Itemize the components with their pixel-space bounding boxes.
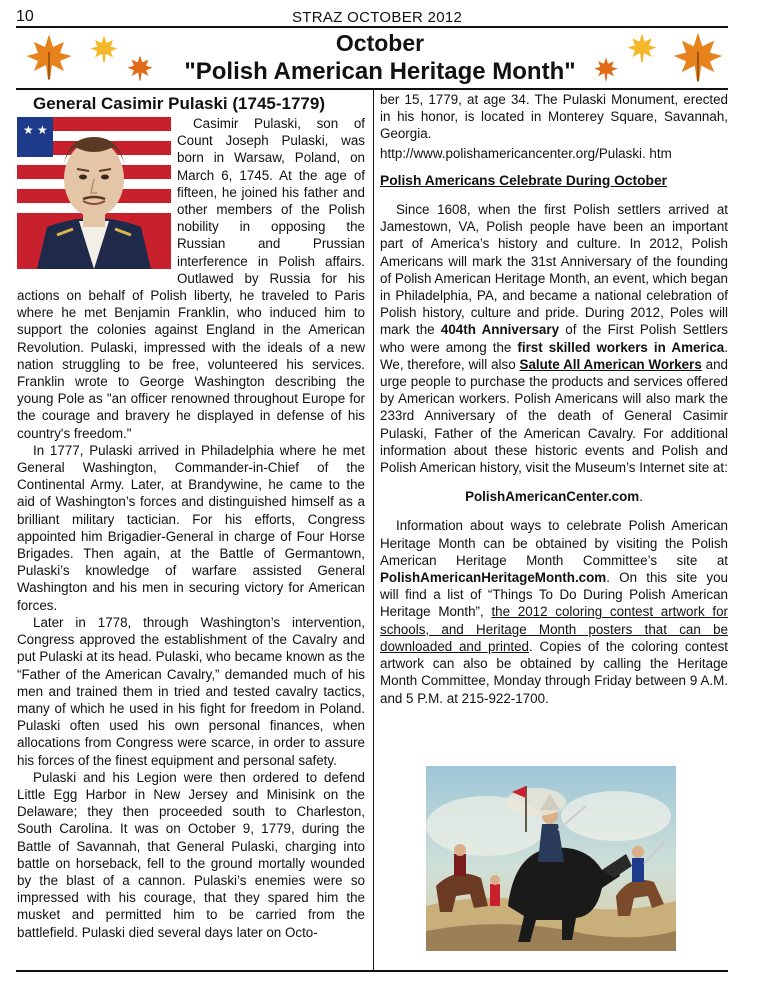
battle-painting: [426, 766, 676, 951]
maple-leaf-icon: [668, 30, 728, 84]
heritage-site-link[interactable]: PolishAmericanHeritageMonth.com: [380, 570, 607, 586]
publication-line: STRAZ OCTOBER 2012: [292, 9, 463, 26]
museum-site[interactable]: PolishAmericanCenter.com.: [465, 489, 643, 505]
maple-leaf-icon: [592, 56, 620, 82]
article-paragraph: Casimir Pulaski, son of Count Joseph Pulaski, was born in Warsaw, Poland, on March 6, 1745. At the age of fifteen, he joined his father and other members of the Polish nobility in opposing the Russian and Prussian interference in Polish affairs. Outlawed by Russia for his actions on behalf of Polish liberty, he traveled to Paris where he met Benjamin Franklin, who induced him to support the colonies against England in the American Revolution. Pulaski, impressed with the ideals of a new nation struggling to be free, volunteered his services. Franklin wrote to George Washington describing the young Pole as "an officer renowned throughout Europe for the courage and bravery he displayed in defense of his country's freedom.": [17, 116, 365, 441]
article-paragraph: Pulaski and his Legion were then ordered to defend Little Egg Harbor in New Jersey and Minisink on the Delaware; they then proceeded south to Charleston, South Carolina. It was on October 9, 1779, during the Battle of Savannah, that General Pulaski, charging into battle on horseback, fell to the ground mortally wounded by the blast of a cannon. Pulaski’s enemies were so impressed with his courage, that they spared him the musket and permitted him to be carried from the battlefield. Pulaski died several days later on Octo-: [17, 769, 365, 940]
article-paragraph: ber 15, 1779, at age 34. The Pulaski Monument, erected in his honor, is located in Monterey Square, Savannah, Georgia.: [380, 92, 728, 142]
svg-text:★: ★: [37, 123, 48, 137]
header-rule: [16, 26, 728, 28]
page-header: [16, 8, 746, 26]
page-number: 10: [16, 8, 34, 25]
article-paragraph: Since 1608, when the first Polish settlers arrived at Jamestown, VA, Polish people have been an important part of America’s history and culture. In 2012, Polish Americans will mark the 31st Anniversary of the founding of Polish American Heritage Month, an event, which began in Philadelphia, PA, and became a national celebration of Polish history, culture and pride. During 2012, Poles will mark the 404th Anniversary of the First Polish Settlers who were among the first skilled workers in America. We, therefore, will also Salute All American Workers and urge people to purchase the products and services offered by American workers. Polish Americans will also mark the 233rd Anniversary of the death of General Casimir Pulaski, Father of the American Cavalry. For additional information about these historic events and Polish and Polish American history, visit the Museum’s Internet site at:: [380, 202, 729, 476]
title-rule: [16, 88, 728, 90]
right-column: [380, 91, 728, 707]
maple-leaf-icon: [22, 32, 76, 82]
footer-rule: [16, 970, 728, 972]
article-paragraph: In 1777, Pulaski arrived in Philadelphia where he met General Washington, Commander-in-Chief of the Continental Army. Later, at Brandywine, he came to the aid of Washington’s forces and distinguished himself as a brilliant military tactician. For his efforts, Congress appointed him Brigadier-General in charge of Four Horse Brigades. Then again, at the Battle of Germantown, Pulaski’s knowledge of warfare assisted General Washington and his men in securing victory for American forces.: [17, 442, 365, 613]
section-heading: Polish Americans Celebrate During October: [380, 172, 667, 188]
maple-leaf-icon: [126, 54, 154, 82]
pulaski-portrait: [17, 117, 171, 269]
article-paragraph: Information about ways to celebrate Polish American Heritage Month can be obtained by visiting the Polish American Heritage Month Committee’s site at PolishAmericanHeritageMonth.com. On this site you will find a list of “Things To Do During Polish American Heritage Month”, the 2012 coloring contest artwork for schools, and Heritage Month posters that can be downloaded and printed. Copies of the coloring contest artwork can also be obtained by calling the Heritage Month Committee, Monday through Friday between 9 A.M. and 5 P.M. at 215-922-1700.: [380, 518, 729, 706]
maple-leaf-icon: [88, 34, 120, 64]
article-heading: General Casimir Pulaski (1745-1779): [33, 94, 325, 113]
article-paragraph: Later in 1778, through Washington’s intervention, Congress approved the establishment of the Cavalry and put Pulaski at its head. Pulaski, who became known as the “Father of the American Cavalry,” demanded much of his men and trained them in tried and tested cavalry tactics, many of which he used in his fight for freedom in Poland. Pulaski often used his own personal finances, when allocations from Congress were scarce, in order to assure his forces of the finest equipment and personal safety.: [17, 614, 365, 768]
pulaski-article: [17, 93, 365, 941]
page-subtitle: "Polish American Heritage Month": [184, 58, 576, 85]
pulaski-link[interactable]: http://www.polishamericancenter.org/Pulaski. htm: [380, 145, 672, 161]
downloads-link[interactable]: the 2012 coloring contest artwork for schools, and Heritage Month posters that can be downloaded and printed: [380, 604, 728, 654]
svg-text:★: ★: [23, 123, 34, 137]
column-divider: [373, 90, 374, 970]
page-title: October: [335, 30, 425, 56]
maple-leaf-icon: [626, 32, 658, 64]
